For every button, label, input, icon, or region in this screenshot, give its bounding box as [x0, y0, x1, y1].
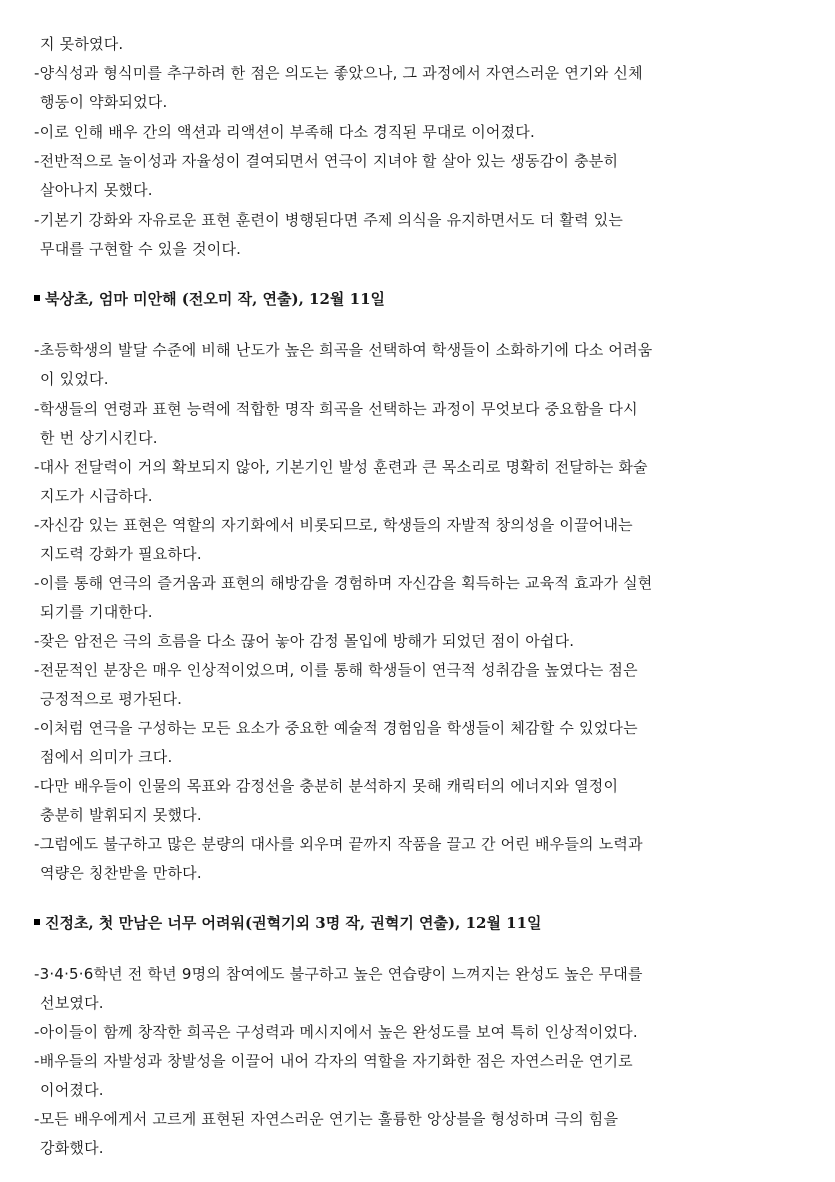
- section1-line: 역량은 칭찬받을 만하다.: [40, 864, 202, 882]
- section1-line: -전문적인 분장은 매우 인상적이었으며, 이를 통해 학생들이 연극적 성취감을 높였다는 점은: [34, 661, 638, 679]
- section1-line: 지도가 시급하다.: [40, 487, 153, 505]
- intro-line: 무대를 구현할 수 있을 것이다.: [40, 240, 242, 258]
- section-heading-text: 진정초, 첫 만남은 너무 어려워(권혁기외 3명 작, 권혁기 연출), 12월 11일: [45, 914, 542, 932]
- section1-line: -자신감 있는 표현은 역할의 자기화에서 비롯되므로, 학생들의 자발적 창의성을 이끌어내는: [34, 516, 633, 534]
- section2-line: 선보였다.: [40, 994, 104, 1012]
- section1-line: -초등학생의 발달 수준에 비해 난도가 높은 희곡을 선택하여 학생들이 소화하기에 다소 어려움: [34, 341, 653, 359]
- section1-line: -그럼에도 불구하고 많은 분량의 대사를 외우며 끝까지 작품을 끌고 간 어린 배우들의 노력과: [34, 835, 643, 853]
- section1-line: 한 번 상기시킨다.: [40, 429, 158, 447]
- section1-line: 지도력 강화가 필요하다.: [40, 545, 202, 563]
- intro-line: 지 못하였다.: [40, 35, 124, 53]
- section2-line: 이어졌다.: [40, 1081, 104, 1099]
- square-bullet-icon: [34, 295, 40, 301]
- section1-line: 긍정적으로 평가된다.: [40, 690, 183, 708]
- section1-line: -학생들의 연령과 표현 능력에 적합한 명작 희곡을 선택하는 과정이 무엇보다 중요함을 다시: [34, 400, 638, 418]
- intro-line: 행동이 약화되었다.: [40, 93, 168, 111]
- section1-line: -다만 배우들이 인물의 목표와 감정선을 충분히 분석하지 못해 캐릭터의 에너지와 열정이: [34, 777, 619, 795]
- section-heading: [34, 913, 542, 933]
- section1-line: -대사 전달력이 거의 확보되지 않아, 기본기인 발성 훈련과 큰 목소리로 명확히 전달하는 화술: [34, 458, 648, 476]
- section2-line: 강화했다.: [40, 1139, 104, 1157]
- section1-line: 점에서 의미가 크다.: [40, 748, 173, 766]
- section1-line: -잦은 암전은 극의 흐름을 다소 끊어 놓아 감정 몰입에 방해가 되었던 점이 아쉽다.: [34, 632, 575, 650]
- section1-line: 충분히 발휘되지 못했다.: [40, 806, 202, 824]
- intro-line: -기본기 강화와 자유로운 표현 훈련이 병행된다면 주제 의식을 유지하면서도 더 활력 있는: [34, 211, 624, 229]
- intro-line: 살아나지 못했다.: [40, 181, 153, 199]
- section1-line: 되기를 기대한다.: [40, 603, 153, 621]
- section1-line: 이 있었다.: [40, 370, 109, 388]
- section1-line: -이처럼 연극을 구성하는 모든 요소가 중요한 예술적 경험임을 학생들이 체감할 수 있었다는: [34, 719, 638, 737]
- square-bullet-icon: [34, 919, 40, 925]
- section2-line: -모든 배우에게서 고르게 표현된 자연스러운 연기는 훌륭한 앙상블을 형성하며 극의 힘을: [34, 1110, 619, 1128]
- section2-line: -배우들의 자발성과 창발성을 이끌어 내어 각자의 역할을 자기화한 점은 자연스러운 연기로: [34, 1052, 633, 1070]
- section-heading-text: 북상초, 엄마 미안해 (전오미 작, 연출), 12월 11일: [45, 290, 386, 308]
- intro-line: -양식성과 형식미를 추구하려 한 점은 의도는 좋았으나, 그 과정에서 자연스러운 연기와 신체: [34, 64, 643, 82]
- intro-line: -전반적으로 놀이성과 자율성이 결여되면서 연극이 지녀야 할 살아 있는 생동감이 충분히: [34, 152, 619, 170]
- section1-line: -이를 통해 연극의 즐거움과 표현의 해방감을 경험하며 자신감을 획득하는 교육적 효과가 실현: [34, 574, 653, 592]
- section2-line: -3·4·5·6학년 전 학년 9명의 참여에도 불구하고 높은 연습량이 느껴지는 완성도 높은 무대를: [34, 965, 643, 983]
- intro-line: -이로 인해 배우 간의 액션과 리액션이 부족해 다소 경직된 무대로 이어졌다.: [34, 123, 535, 141]
- section2-line: -아이들이 함께 창작한 희곡은 구성력과 메시지에서 높은 완성도를 보여 특히 인상적이었다.: [34, 1023, 638, 1041]
- section-heading: [34, 289, 385, 309]
